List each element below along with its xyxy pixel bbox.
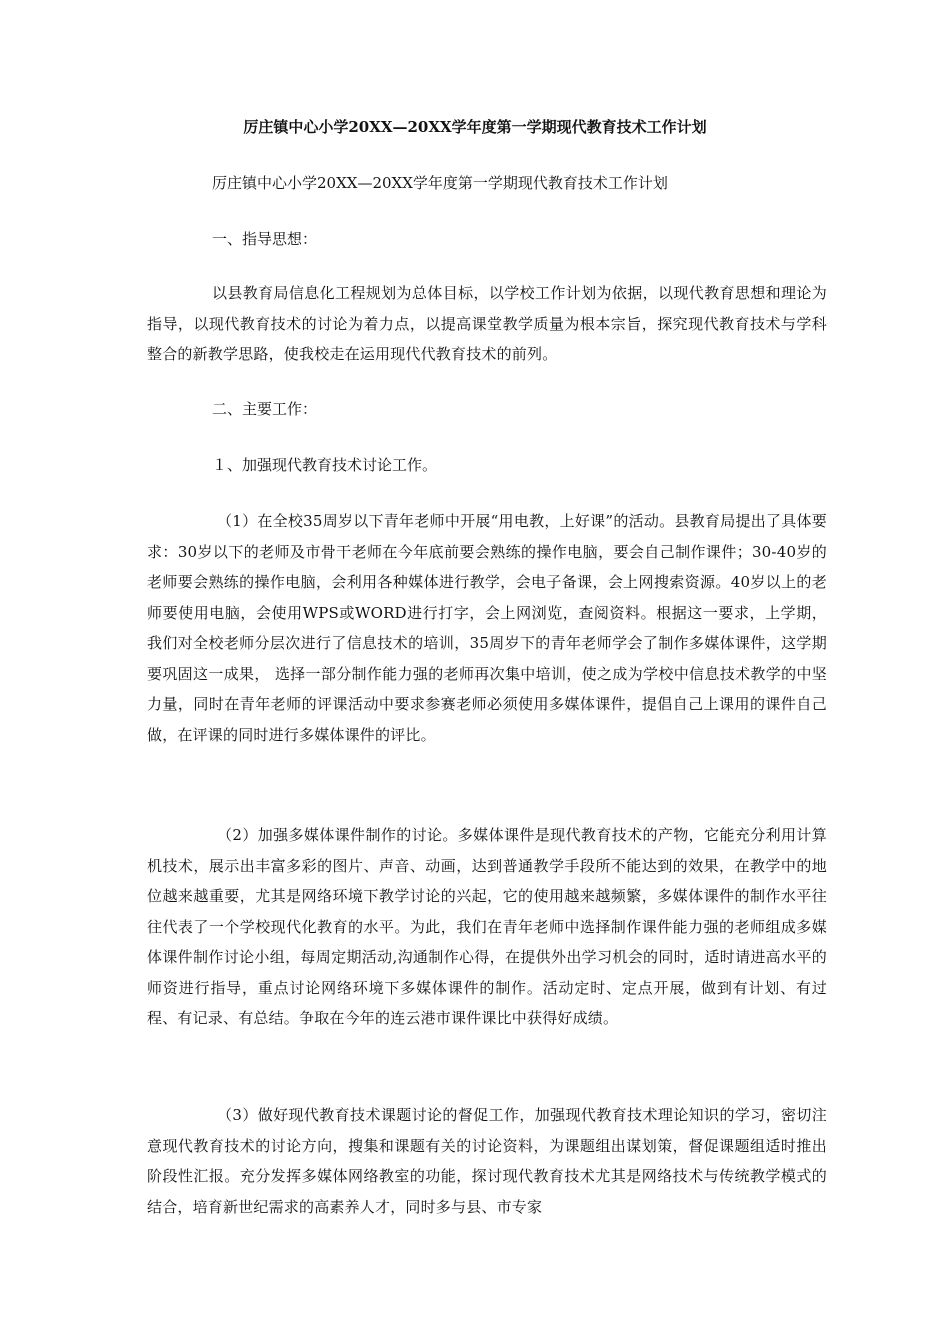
paragraph-item-3: （3）做好现代教育技术课题讨论的督促工作，加强现代教育技术理论知识的学习，密切注意现代教育技术的讨论方向，搜集和课题有关的讨论资料，为课题组出谋划策，督促课题组适时推出阶段性汇报。充分发挥多媒体网络教室的功能，探讨现代教育技术尤其是网络技术与传统教学模式的结合，培育新世纪需求的高素养人才，同时多与县、市专家 [147, 1106, 827, 1216]
subsection-heading-research: １、加强现代教育技术讨论工作。 [212, 456, 438, 474]
paragraph-item-2: （2）加强多媒体课件制作的讨论。多媒体课件是现代教育技术的产物，它能充分利用计算机技术，展示出丰富多彩的图片、声音、动画，达到普通教学手段所不能达到的效果，在教学中的地位越来越重要，尤其是网络环境下教学讨论的兴起，它的使用越来越频繁，多媒体课件的制作水平往往代表了一个学校现代化教育的水平。为此，我们在青年老师中选择制作课件能力强的老师组成多媒体课件制作讨论小组，每周定期活动,沟通制作心得，在提供外出学习机会的同时，适时请进高水平的师资进行指导，重点讨论网络环境下多媒体课件的制作。活动定时、定点开展，做到有计划、有过程、有记录、有总结。争取在今年的连云港市课件课比中获得好成绩。 [147, 826, 827, 1027]
paragraph-guiding-ideology: 以县教育局信息化工程规划为总体目标，以学校工作计划为依据，以现代教育思想和理论为指导，以现代教育技术的讨论为着力点，以提高课堂教学质量为根本宗旨，探究现代教育技术与学科整合的新教学思路，使我校走在运用现代代教育技术的前列。 [147, 284, 827, 363]
section-heading-guiding-ideology: 一、指导思想： [212, 230, 318, 248]
paragraph-item-1: （1）在全校35周岁以下青年老师中开展“用电教，上好课”的活动。县教育局提出了具体要求：30岁以下的老师及市骨干老师在今年底前要会熟练的操作电脑，要会自己制作课件；30-40岁的老师要会熟练的操作电脑，会利用各种媒体进行教学，会电子备课，会上网搜索资源。40岁以上的老师要使用电脑，会使用WPS或WORD进行打字，会上网浏览，查阅资料。根据这一要求，上学期，我们对全校老师分层次进行了信息技术的培训，35周岁下的青年老师学会了制作多媒体课件，这学期要巩固这一成果， 选择一部分制作能力强的老师再次集中培训，使之成为学校中信息技术教学的中坚力量，同时在青年老师的评课活动中要求参赛老师必须使用多媒体课件，提倡自己上课用的课件自己做，在评课的同时进行多媒体课件的评比。 [147, 512, 827, 744]
document-subtitle: 厉庄镇中心小学20XX—20XX学年度第一学期现代教育技术工作计划 [212, 174, 668, 192]
document-title: 厉庄镇中心小学20XX—20XX学年度第一学期现代教育技术工作计划 [243, 118, 707, 136]
section-heading-main-work: 二、主要工作： [212, 400, 318, 418]
